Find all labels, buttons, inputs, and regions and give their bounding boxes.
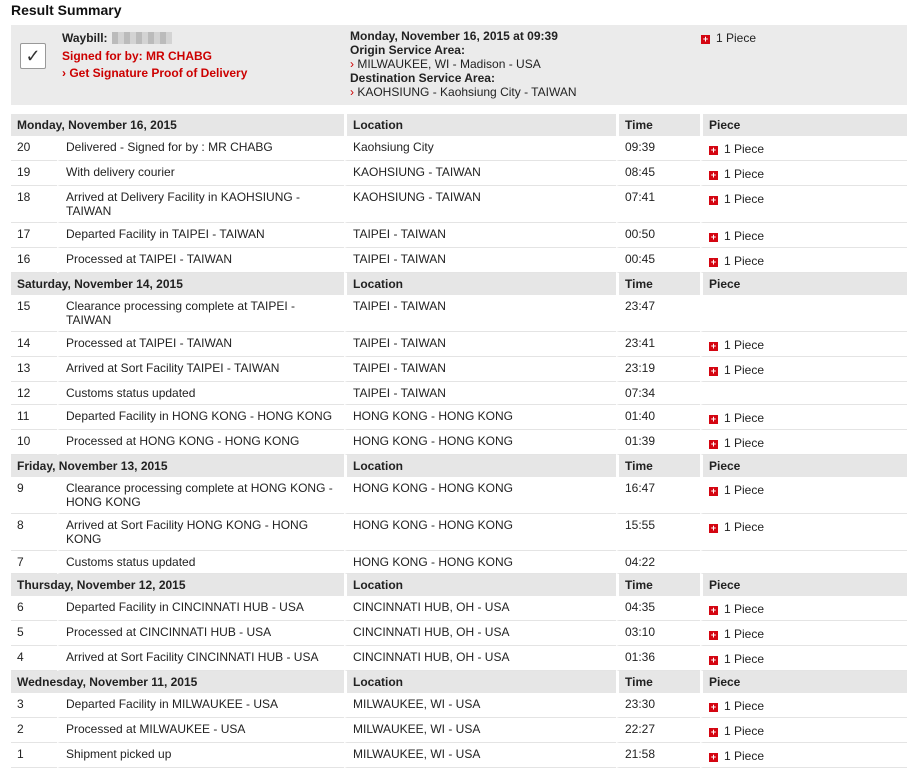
event-time: 16:47 [616, 477, 700, 514]
result-summary-panel: ✓ Waybill: Signed for by: MR CHABG › Get Signature Proof of Delivery Monday, November 16, 2015 at 09:39 Origin Service Area: › MILWAUKEE, WI - Madison - USA Destination Service Area: › KAOHSIUNG - Kaohsiung City - TAIWAN + 1 Piece [11, 25, 907, 105]
event-number: 12 [11, 382, 57, 405]
date-group-header [11, 273, 907, 295]
event-number: 2 [11, 718, 57, 743]
event-time: 01:36 [616, 646, 700, 671]
expand-plus-icon[interactable]: + [710, 257, 717, 267]
signature-proof-link[interactable]: Get Signature Proof of Delivery [69, 66, 248, 80]
tracking-event-row [11, 621, 907, 646]
tracking-event-row [11, 357, 907, 382]
tracking-event-row [11, 332, 907, 357]
event-piece[interactable] [700, 161, 907, 186]
group-date: Monday, November 16, 2015 [11, 114, 344, 136]
event-description: With delivery courier [57, 161, 344, 186]
tracking-event-row [11, 551, 907, 574]
expand-plus-icon[interactable]: + [710, 145, 717, 155]
event-time: 04:35 [616, 596, 700, 621]
piece-count: 1 Piece [724, 363, 765, 377]
event-time: 00:50 [616, 223, 700, 248]
event-number: 11 [11, 405, 57, 430]
event-piece[interactable] [700, 186, 907, 223]
tracking-event-row [11, 136, 907, 161]
piece-count: 1 Piece [724, 167, 765, 181]
event-description: Arrived at Delivery Facility in KAOHSIUNG - TAIWAN [57, 186, 344, 223]
event-number: 10 [11, 430, 57, 455]
event-location: KAOHSIUNG - TAIWAN [344, 161, 616, 186]
expand-plus-icon[interactable]: + [710, 605, 717, 615]
event-number: 4 [11, 646, 57, 671]
tracking-event-row [11, 248, 907, 273]
event-piece [700, 382, 907, 405]
date-group-header [11, 114, 907, 136]
expand-plus-icon[interactable]: + [710, 630, 717, 640]
tracking-event-row [11, 477, 907, 514]
event-time: 23:47 [616, 295, 700, 332]
expand-plus-icon[interactable]: + [710, 195, 717, 205]
expand-plus-icon[interactable]: + [710, 366, 717, 376]
time-column-header: Time [616, 273, 700, 295]
origin-value: MILWAUKEE, WI - Madison - USA [357, 57, 541, 71]
page-title: Result Summary [11, 2, 122, 18]
event-description: Processed at HONG KONG - HONG KONG [57, 430, 344, 455]
event-time: 21:58 [616, 743, 700, 768]
piece-column-header: Piece [700, 671, 907, 693]
tracking-event-row [11, 295, 907, 332]
event-description: Arrived at Sort Facility TAIPEI - TAIWAN [57, 357, 344, 382]
event-time: 23:30 [616, 693, 700, 718]
tracking-history-table [11, 114, 907, 768]
expand-plus-icon[interactable]: + [710, 727, 717, 737]
expand-plus-icon[interactable]: + [710, 655, 717, 665]
destination-label: Destination Service Area: [350, 71, 495, 85]
expand-plus-icon[interactable]: + [710, 341, 717, 351]
event-piece[interactable] [700, 405, 907, 430]
expand-plus-icon[interactable]: + [710, 414, 717, 424]
piece-count: 1 Piece [724, 699, 765, 713]
piece-count: 1 Piece [724, 254, 765, 268]
location-column-header: Location [344, 273, 616, 295]
event-time: 00:45 [616, 248, 700, 273]
piece-count: 1 Piece [724, 411, 765, 425]
event-location: TAIPEI - TAIWAN [344, 382, 616, 405]
group-date: Thursday, November 12, 2015 [11, 574, 344, 596]
piece-count: 1 Piece [724, 749, 765, 763]
event-time: 04:22 [616, 551, 700, 574]
event-number: 6 [11, 596, 57, 621]
event-piece[interactable] [700, 357, 907, 382]
origin-label: Origin Service Area: [350, 43, 465, 57]
location-column-header: Location [344, 114, 616, 136]
date-group-header [11, 455, 907, 477]
event-location: TAIPEI - TAIWAN [344, 295, 616, 332]
event-time: 15:55 [616, 514, 700, 551]
piece-count: 1 Piece [724, 724, 765, 738]
event-time: 23:19 [616, 357, 700, 382]
event-number: 16 [11, 248, 57, 273]
piece-count: 1 Piece [724, 192, 765, 206]
event-piece[interactable] [700, 332, 907, 357]
event-time: 07:41 [616, 186, 700, 223]
time-column-header: Time [616, 574, 700, 596]
expand-plus-icon[interactable]: + [710, 752, 717, 762]
event-number: 9 [11, 477, 57, 514]
event-piece[interactable] [700, 477, 907, 514]
event-time: 01:40 [616, 405, 700, 430]
tracking-event-row [11, 223, 907, 248]
expand-plus-icon[interactable]: + [710, 232, 717, 242]
event-number: 7 [11, 551, 57, 574]
event-description: Customs status updated [57, 551, 344, 574]
expand-plus-icon[interactable]: + [710, 523, 717, 533]
event-description: Processed at MILWAUKEE - USA [57, 718, 344, 743]
tracking-event-row [11, 382, 907, 405]
event-number: 1 [11, 743, 57, 768]
destination-value: KAOHSIUNG - Kaohsiung City - TAIWAN [357, 85, 577, 99]
event-number: 3 [11, 693, 57, 718]
event-number: 14 [11, 332, 57, 357]
piece-count: 1 Piece [724, 602, 765, 616]
event-number: 18 [11, 186, 57, 223]
date-group-header [11, 574, 907, 596]
piece-column-header: Piece [700, 574, 907, 596]
expand-plus-icon[interactable]: + [710, 702, 717, 712]
event-description: Departed Facility in CINCINNATI HUB - USA [57, 596, 344, 621]
event-time: 08:45 [616, 161, 700, 186]
location-column-header: Location [344, 671, 616, 693]
waybill-number-redacted [112, 32, 172, 44]
event-piece[interactable] [700, 223, 907, 248]
tracking-event-row [11, 161, 907, 186]
event-location: Kaohsiung City [344, 136, 616, 161]
tracking-event-row [11, 646, 907, 671]
event-piece[interactable] [700, 646, 907, 671]
event-number: 19 [11, 161, 57, 186]
time-column-header: Time [616, 455, 700, 477]
event-description: Clearance processing complete at TAIPEI - TAIWAN [57, 295, 344, 332]
summary-pieces[interactable]: + 1 Piece [702, 31, 757, 45]
time-column-header: Time [616, 114, 700, 136]
signed-for-text: Signed for by: MR CHABG [62, 49, 212, 63]
event-time: 22:27 [616, 718, 700, 743]
event-piece[interactable] [700, 514, 907, 551]
piece-count: 1 Piece [724, 338, 765, 352]
event-description: Processed at TAIPEI - TAIWAN [57, 332, 344, 357]
event-piece[interactable] [700, 596, 907, 621]
piece-column-header: Piece [700, 455, 907, 477]
event-time: 01:39 [616, 430, 700, 455]
event-piece[interactable] [700, 621, 907, 646]
event-number: 15 [11, 295, 57, 332]
event-description: Clearance processing complete at HONG KONG - HONG KONG [57, 477, 344, 514]
piece-count: 1 Piece [724, 652, 765, 666]
event-number: 8 [11, 514, 57, 551]
event-number: 13 [11, 357, 57, 382]
piece-count: 1 Piece [724, 142, 765, 156]
expand-plus-icon[interactable]: + [710, 170, 717, 180]
tracking-event-row [11, 514, 907, 551]
event-time: 23:41 [616, 332, 700, 357]
event-location: HONG KONG - HONG KONG [344, 430, 616, 455]
event-number: 20 [11, 136, 57, 161]
event-piece[interactable] [700, 718, 907, 743]
event-number: 5 [11, 621, 57, 646]
group-date: Friday, November 13, 2015 [11, 455, 344, 477]
event-description: Customs status updated [57, 382, 344, 405]
checkmark-icon: ✓ [20, 43, 46, 69]
group-date: Wednesday, November 11, 2015 [11, 671, 344, 693]
event-piece[interactable] [700, 248, 907, 273]
event-piece [700, 551, 907, 574]
expand-plus-icon[interactable]: + [702, 34, 709, 44]
tracking-event-row [11, 718, 907, 743]
event-location: CINCINNATI HUB, OH - USA [344, 646, 616, 671]
expand-plus-icon[interactable]: + [710, 486, 717, 496]
tracking-event-row [11, 693, 907, 718]
event-description: Arrived at Sort Facility HONG KONG - HONG KONG [57, 514, 344, 551]
location-column-header: Location [344, 574, 616, 596]
event-location: MILWAUKEE, WI - USA [344, 743, 616, 768]
event-description: Departed Facility in TAIPEI - TAIWAN [57, 223, 344, 248]
location-column-header: Location [344, 455, 616, 477]
tracking-event-row [11, 405, 907, 430]
event-location: HONG KONG - HONG KONG [344, 551, 616, 574]
event-piece[interactable] [700, 136, 907, 161]
piece-column-header: Piece [700, 273, 907, 295]
piece-count: 1 Piece [724, 627, 765, 641]
piece-column-header: Piece [700, 114, 907, 136]
piece-count: 1 Piece [724, 483, 765, 497]
piece-count: 1 Piece [724, 436, 765, 450]
event-description: Departed Facility in HONG KONG - HONG KONG [57, 405, 344, 430]
event-location: TAIPEI - TAIWAN [344, 332, 616, 357]
event-location: TAIPEI - TAIWAN [344, 248, 616, 273]
event-description: Arrived at Sort Facility CINCINNATI HUB - USA [57, 646, 344, 671]
event-description: Departed Facility in MILWAUKEE - USA [57, 693, 344, 718]
piece-count: 1 Piece [724, 520, 765, 534]
event-description: Delivered - Signed for by : MR CHABG [57, 136, 344, 161]
summary-date-time: Monday, November 16, 2015 at 09:39 [350, 29, 558, 43]
tracking-event-row [11, 186, 907, 223]
event-location: KAOHSIUNG - TAIWAN [344, 186, 616, 223]
event-piece[interactable] [700, 693, 907, 718]
event-location: TAIPEI - TAIWAN [344, 223, 616, 248]
event-time: 07:34 [616, 382, 700, 405]
tracking-event-row [11, 430, 907, 455]
event-description: Shipment picked up [57, 743, 344, 768]
waybill-label: Waybill: [62, 31, 108, 45]
event-description: Processed at TAIPEI - TAIWAN [57, 248, 344, 273]
group-date: Saturday, November 14, 2015 [11, 273, 344, 295]
event-number: 17 [11, 223, 57, 248]
time-column-header: Time [616, 671, 700, 693]
piece-count: 1 Piece [724, 229, 765, 243]
event-location: MILWAUKEE, WI - USA [344, 693, 616, 718]
event-piece [700, 295, 907, 332]
event-location: HONG KONG - HONG KONG [344, 405, 616, 430]
tracking-event-row [11, 596, 907, 621]
event-location: HONG KONG - HONG KONG [344, 514, 616, 551]
event-piece[interactable] [700, 743, 907, 768]
event-location: CINCINNATI HUB, OH - USA [344, 621, 616, 646]
date-group-header [11, 671, 907, 693]
event-time: 03:10 [616, 621, 700, 646]
event-location: TAIPEI - TAIWAN [344, 357, 616, 382]
event-description: Processed at CINCINNATI HUB - USA [57, 621, 344, 646]
event-location: HONG KONG - HONG KONG [344, 477, 616, 514]
event-piece[interactable] [700, 430, 907, 455]
event-time: 09:39 [616, 136, 700, 161]
event-location: CINCINNATI HUB, OH - USA [344, 596, 616, 621]
event-location: MILWAUKEE, WI - USA [344, 718, 616, 743]
tracking-event-row [11, 743, 907, 768]
expand-plus-icon[interactable]: + [710, 439, 717, 449]
